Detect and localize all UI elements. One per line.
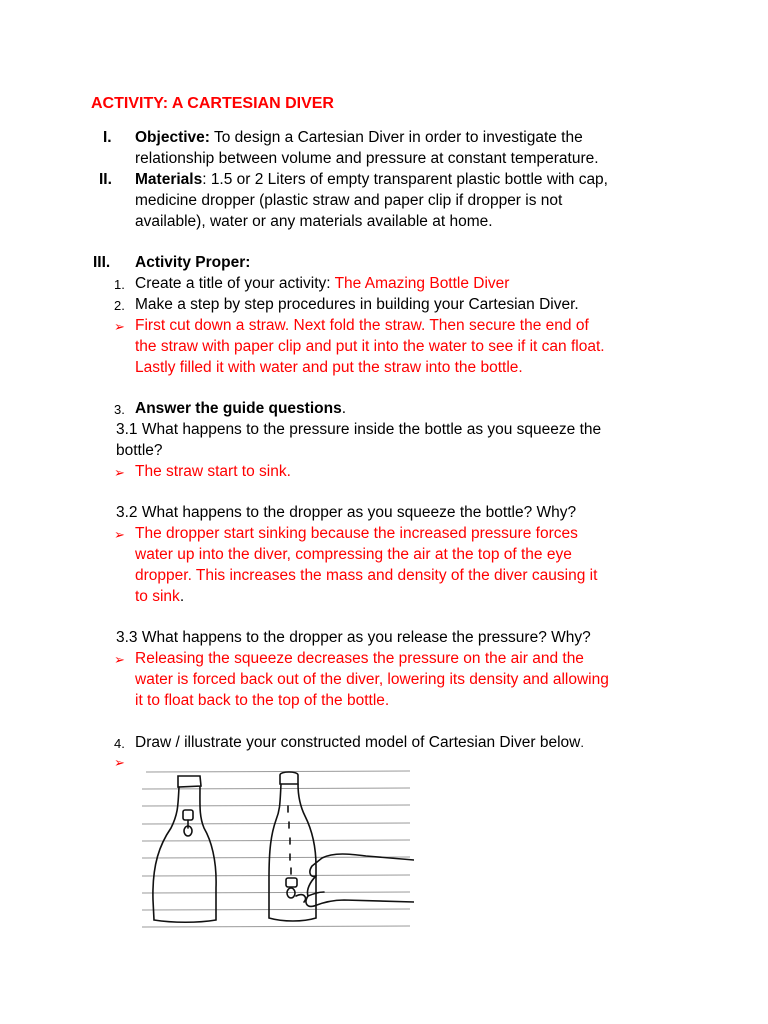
section-numeral-2: II. bbox=[99, 171, 112, 188]
objective-text-1: To design a Cartesian Diver in order to investigate the bbox=[209, 129, 583, 146]
question-3-2: 3.2 What happens to the dropper as you squeeze the bottle? Why? bbox=[116, 504, 577, 521]
answer-3-2-bullet: ➢ bbox=[114, 527, 125, 542]
guide-questions-label: Answer the guide questions bbox=[135, 400, 342, 417]
answer-3-2-period: . bbox=[179, 588, 185, 605]
item-1-text: Create a title of your activity: bbox=[135, 275, 335, 292]
item-2-answer-3: Lastly filled it with water and put the straw into the bottle. bbox=[135, 359, 523, 376]
answer-3-2-line-4 bbox=[135, 586, 184, 607]
bottle-right bbox=[269, 772, 316, 921]
item-1-answer: The Amazing Bottle Diver bbox=[334, 275, 510, 292]
item-2-bullet: ➢ bbox=[114, 319, 125, 334]
materials-text-2: medicine dropper (plastic straw and paper clip if dropper is not bbox=[135, 192, 563, 209]
ruled-lines bbox=[142, 771, 410, 927]
answer-3-2-line-3: dropper. This increases the mass and density of the diver causing it bbox=[135, 567, 598, 584]
item-2-answer-1: First cut down a straw. Next fold the straw. Then secure the end of bbox=[135, 317, 589, 334]
section-numeral-3: III. bbox=[93, 254, 111, 271]
answer-3-3-line-2: water is forced back out of the diver, lowering its density and allowing bbox=[135, 671, 609, 688]
materials-label: Materials bbox=[135, 171, 203, 188]
answer-3-2-line-1: The dropper start sinking because the increased pressure forces bbox=[135, 525, 578, 542]
answer-3-1-bullet: ➢ bbox=[114, 465, 125, 480]
bottle-left bbox=[153, 776, 216, 922]
item-4-period: . bbox=[580, 735, 585, 750]
item-4-text: Draw / illustrate your constructed model of Cartesian Diver below bbox=[135, 734, 581, 751]
answer-3-2-line-4-text: to sink bbox=[135, 588, 180, 605]
activity-title: ACTIVITY: A CARTESIAN DIVER bbox=[91, 95, 334, 112]
cartesian-diver-drawing bbox=[138, 768, 414, 938]
materials-line-1 bbox=[135, 169, 608, 190]
answer-3-3-bullet: ➢ bbox=[114, 652, 125, 667]
item-4-bullet: ➢ bbox=[114, 755, 125, 770]
hand bbox=[306, 854, 414, 906]
item-number-3: 3. bbox=[114, 402, 125, 417]
item-number-4: 4. bbox=[114, 736, 125, 751]
question-3-3: 3.3 What happens to the dropper as you release the pressure? Why? bbox=[116, 629, 591, 646]
item-4-line bbox=[135, 732, 584, 753]
question-3-1-line-2: bottle? bbox=[116, 442, 163, 459]
item-1-line bbox=[135, 273, 509, 294]
item-number-2: 2. bbox=[114, 298, 125, 313]
item-number-1: 1. bbox=[114, 277, 125, 292]
answer-3-1: The straw start to sink. bbox=[135, 463, 291, 480]
activity-proper-label: Activity Proper: bbox=[135, 254, 251, 271]
answer-3-3-line-1: Releasing the squeeze decreases the pressure on the air and the bbox=[135, 650, 584, 667]
question-3-1-line-1: 3.1 What happens to the pressure inside the bottle as you squeeze the bbox=[116, 421, 602, 438]
objective-line-1 bbox=[135, 127, 583, 148]
section-numeral-1: I. bbox=[103, 129, 112, 146]
item-2-text: Make a step by step procedures in building your Cartesian Diver. bbox=[135, 296, 579, 313]
materials-text-3: available), water or any materials available at home. bbox=[135, 213, 493, 230]
answer-3-2-line-2: water up into the diver, compressing the air at the top of the eye bbox=[135, 546, 572, 563]
objective-label: Objective: bbox=[135, 129, 210, 146]
item-3-line bbox=[135, 398, 346, 419]
objective-text-2: relationship between volume and pressure at constant temperature. bbox=[135, 150, 599, 167]
guide-questions-period: . bbox=[341, 400, 347, 417]
answer-3-3-line-3: it to float back to the top of the bottle. bbox=[135, 692, 390, 709]
item-2-answer-2: the straw with paper clip and put it into the water to see if it can float. bbox=[135, 338, 605, 355]
materials-text-1: : 1.5 or 2 Liters of empty transparent plastic bottle with cap, bbox=[202, 171, 608, 188]
